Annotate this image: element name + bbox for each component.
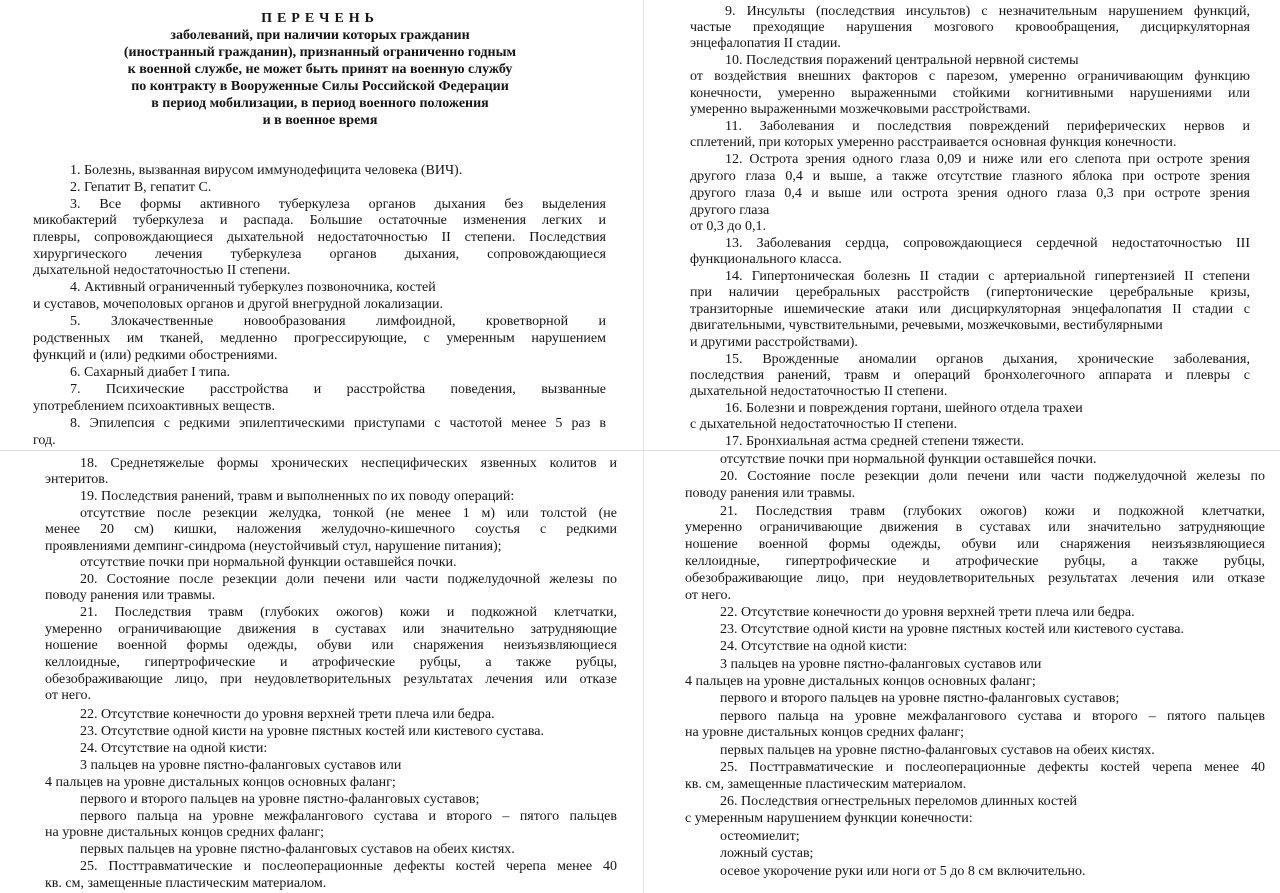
text-line: при наличии церебральных расстройств (гипертонические церебральные кризы, [690, 285, 1250, 300]
text-line: остеомиелит; [720, 829, 800, 844]
text-line: обезображивающие лицо, при неудовлетворительных результатах лечения или отказе [45, 672, 617, 687]
text-line: первого и второго пальцев на уровне пястно-фаланговых суставов; [80, 792, 480, 807]
text-line: умеренно ограничивающие движения в суставах или значительно затрудняющие [45, 622, 617, 637]
text-line: 22. Отсутствие конечности до уровня верхней трети плеча или бедра. [80, 707, 495, 722]
text-line: конечности, умеренно выраженными стойкими когнитивными нарушениями или [690, 86, 1250, 101]
text-line: отсутствие почки при нормальной функции оставшейся почки. [80, 555, 457, 570]
text-line: первого пальца на уровне межфалангового сустава и второго – пятого пальцев [720, 709, 1265, 724]
text-line: 3. Все формы активного туберкулеза органов дыхания без выделения [70, 197, 606, 212]
collage-divider-horizontal [0, 450, 1280, 451]
text-line: 24. Отсутствие на одной кисти: [720, 639, 908, 654]
text-line: 6. Сахарный диабет I типа. [70, 365, 231, 380]
text-line: первого и второго пальцев на уровне пястно-фаланговых суставов; [720, 691, 1120, 706]
text-line: плевры, сопровождающиеся дыхательной недостаточностью II степени. Последствия [33, 230, 606, 245]
text-line: 1. Болезнь, вызванная вирусом иммунодефицита человека (ВИЧ). [70, 163, 463, 178]
document-subtitle-line: к военной службе, не может быть принят на военную службу [127, 62, 513, 77]
text-line: 3 пальцев на уровне пястно-фаланговых суставов или [80, 758, 402, 773]
text-line: 11. Заболевания и последствия повреждений периферических нервов и [725, 119, 1250, 134]
text-line: энтеритов. [45, 472, 109, 487]
document-fragment-bottom-left [0, 451, 640, 893]
text-line: первого пальца на уровне межфалангового сустава и второго – пятого пальцев [80, 809, 617, 824]
text-line: 22. Отсутствие конечности до уровня верхней трети плеча или бедра. [720, 605, 1135, 620]
text-line: кв. см, замещенные пластическим материалом. [45, 876, 327, 891]
text-line: 13. Заболевания сердца, сопровождающиеся сердечной недостаточностью III [725, 236, 1250, 251]
text-line: 21. Последствия травм (глубоких ожогов) кожи и подкожной клетчатки, [80, 605, 617, 620]
text-line: келлоидные, гипертрофические и атрофические рубцы, а также рубцы, [45, 655, 617, 670]
text-line: первых пальцев на уровне пястно-фаланговых суставов на обеих кистях. [720, 743, 1155, 758]
text-line: функционального класса. [690, 252, 842, 267]
text-line: 17. Бронхиальная астма средней степени тяжести. [725, 434, 1024, 449]
document-fragment-bottom-right [648, 452, 1280, 893]
text-line: с умеренным нарушением функции конечности: [685, 811, 973, 826]
text-line: 4 пальцев на уровне дистальных концов основных фаланг; [685, 674, 1036, 689]
text-line: последствия ранений, травм и операций бронхолегочного аппарата и плевры с [690, 368, 1250, 383]
text-line: дыхательной недостаточностью II степени. [690, 384, 948, 399]
text-line: двигательными, чувствительными, речевыми, мозжечковыми, вестибулярными [690, 318, 1163, 333]
text-line: 5. Злокачественные новообразования лимфоидной, кроветворной и [70, 314, 606, 329]
text-line: 23. Отсутствие одной кисти на уровне пястных костей или кистевого сустава. [720, 622, 1184, 637]
text-line: 8. Эпилепсия с редкими эпилептическими приступами с частотой менее 5 раз в [70, 416, 606, 431]
text-line: умеренно выраженными мозжечковыми расстройствами. [690, 102, 1031, 117]
text-line: от воздействия внешних факторов с парезом, умеренно ограничивающим функцию [690, 69, 1250, 84]
text-line: другого глаза 0,4 и выше, а также отсутствие глазного яблока при остроте зрения [690, 169, 1250, 184]
text-line: отсутствие после резекции желудка, тонкой (не менее 1 м) или толстой (не [80, 506, 617, 521]
text-line: 3 пальцев на уровне пястно-фаланговых суставов или [720, 657, 1042, 672]
text-line: на уровне дистальных концов средних фаланг; [45, 825, 325, 840]
text-line: 25. Посттравматические и послеоперационные дефекты костей черепа менее 40 [720, 760, 1265, 775]
text-line: от него. [685, 588, 732, 603]
text-line: ношение военной формы одежды, обуви или снаряжения неизъязвляющиеся [685, 537, 1265, 552]
document-subtitle-line: в период мобилизации, в период военного положения [151, 96, 489, 111]
text-line: 18. Среднетяжелые формы хронических неспецифических язвенных колитов и [80, 456, 617, 471]
document-subtitle-line: по контракту в Вооруженные Силы Российской Федерации [131, 79, 509, 94]
text-line: умеренно ограничивающие движения в суставах или значительно затрудняющие [685, 520, 1265, 535]
document-fragment-top-right [648, 0, 1280, 452]
text-line: менее 20 см) кишки, наложения желудочно-кишечного соустья с редкими [45, 522, 617, 537]
text-line: год. [33, 433, 56, 448]
text-line: 19. Последствия ранений, травм и выполненных по их поводу операций: [80, 489, 515, 504]
text-line: 4 пальцев на уровне дистальных концов основных фаланг; [45, 775, 396, 790]
text-line: хирургического лечения туберкулеза органов дыхания, сопровождающиеся [33, 247, 606, 262]
text-line: поводу ранения или травмы. [685, 486, 856, 501]
text-line: 21. Последствия травм (глубоких ожогов) кожи и подкожной клетчатки, [720, 504, 1265, 519]
document-subtitle-line: и в военное время [262, 113, 378, 128]
text-line: частые преходящие нарушения мозгового кровообращения, дисциркуляторная [690, 20, 1250, 35]
text-line: транзиторные ишемические атаки или дисциркуляторная энцефалопатия II стадии с [690, 302, 1250, 317]
text-line: 24. Отсутствие на одной кисти: [80, 741, 268, 756]
text-line: 23. Отсутствие одной кисти на уровне пястных костей или кистевого сустава. [80, 724, 544, 739]
text-line: микобактерий туберкулеза и распада. Большие остаточные изменения легких и [33, 213, 606, 228]
text-line: дыхательной недостаточностью II степени. [33, 263, 291, 278]
text-line: на уровне дистальных концов средних фаланг; [685, 725, 965, 740]
text-line: от него. [45, 688, 92, 703]
collage-divider-vertical [643, 0, 644, 893]
text-line: с дыхательной недостаточностью II степени. [690, 417, 958, 432]
text-line: другого глаза 0,4 и выше или острота зрения одного глаза 0,3 при остроте зрения [690, 186, 1250, 201]
text-line: 16. Болезни и повреждения гортани, шейного отдела трахеи [725, 401, 1083, 416]
text-line: 9. Инсульты (последствия инсультов) с незначительным нарушением функций, [725, 4, 1250, 19]
text-line: 20. Состояние после резекции доли печени или части поджелудочной железы по [720, 469, 1265, 484]
text-line: 20. Состояние после резекции доли печени или части поджелудочной железы по [80, 572, 617, 587]
document-fragment-top-left [0, 0, 640, 450]
document-subtitle-line: заболеваний, при наличии которых гражданин [170, 28, 470, 43]
text-line: родственных им тканей, медленно прогрессирующие, с умеренным нарушением [33, 331, 606, 346]
text-line: и суставов, мочеполовых органов и другой внегрудной локализации. [33, 297, 444, 312]
text-line: употреблением психоактивных веществ. [33, 399, 275, 414]
text-line: кв. см, замещенные пластическим материалом. [685, 777, 967, 792]
text-line: ношение военной формы одежды, обуви или снаряжения неизъязвляющиеся [45, 638, 617, 653]
text-line: обезображивающие лицо, при неудовлетворительных результатах лечения или отказе [685, 571, 1265, 586]
text-line: 2. Гепатит В, гепатит С. [70, 180, 212, 195]
text-line: функций и (или) редкими обострениями. [33, 348, 278, 363]
text-line: другого глаза [690, 203, 770, 218]
text-line: отсутствие почки при нормальной функции оставшейся почки. [720, 452, 1097, 467]
text-line: проявлениями демпинг-синдрома (неустойчивый стул, нарушение питания); [45, 539, 502, 554]
text-line: осевое укорочение руки или ноги от 5 до 8 см включительно. [720, 864, 1086, 879]
text-line: и другими расстройствами). [690, 335, 858, 350]
text-line: энцефалопатия II стадии. [690, 36, 841, 51]
text-line: от 0,3 до 0,1. [690, 219, 767, 234]
document-title: ПЕРЕЧЕНЬ [261, 11, 379, 26]
text-line: сплетений, при которых умеренно расстраивается основная функция конечности. [690, 135, 1177, 150]
text-line: 12. Острота зрения одного глаза 0,09 и ниже или его слепота при остроте зрения [725, 152, 1250, 167]
text-line: первых пальцев на уровне пястно-фаланговых суставов на обеих кистях. [80, 842, 515, 857]
text-line: поводу ранения или травмы. [45, 588, 216, 603]
text-line: 10. Последствия поражений центральной нервной системы [725, 53, 1079, 68]
text-line: келлоидные, гипертрофические и атрофические рубцы, а также рубцы, [685, 554, 1265, 569]
text-line: 4. Активный ограниченный туберкулез позвоночника, костей [70, 280, 436, 295]
text-line: 25. Посттравматические и послеоперационные дефекты костей черепа менее 40 [80, 859, 617, 874]
text-line: 7. Психические расстройства и расстройства поведения, вызванные [70, 382, 606, 397]
text-line: ложный сустав; [720, 846, 814, 861]
text-line: 15. Врожденные аномалии органов дыхания, хронические заболевания, [725, 352, 1250, 367]
document-subtitle-line: (иностранный гражданин), признанный ограниченно годным [123, 45, 517, 60]
text-line: 26. Последствия огнестрельных переломов длинных костей [720, 794, 1078, 809]
text-line: 14. Гипертоническая болезнь II стадии с артериальной гипертензией II степени [725, 269, 1250, 284]
